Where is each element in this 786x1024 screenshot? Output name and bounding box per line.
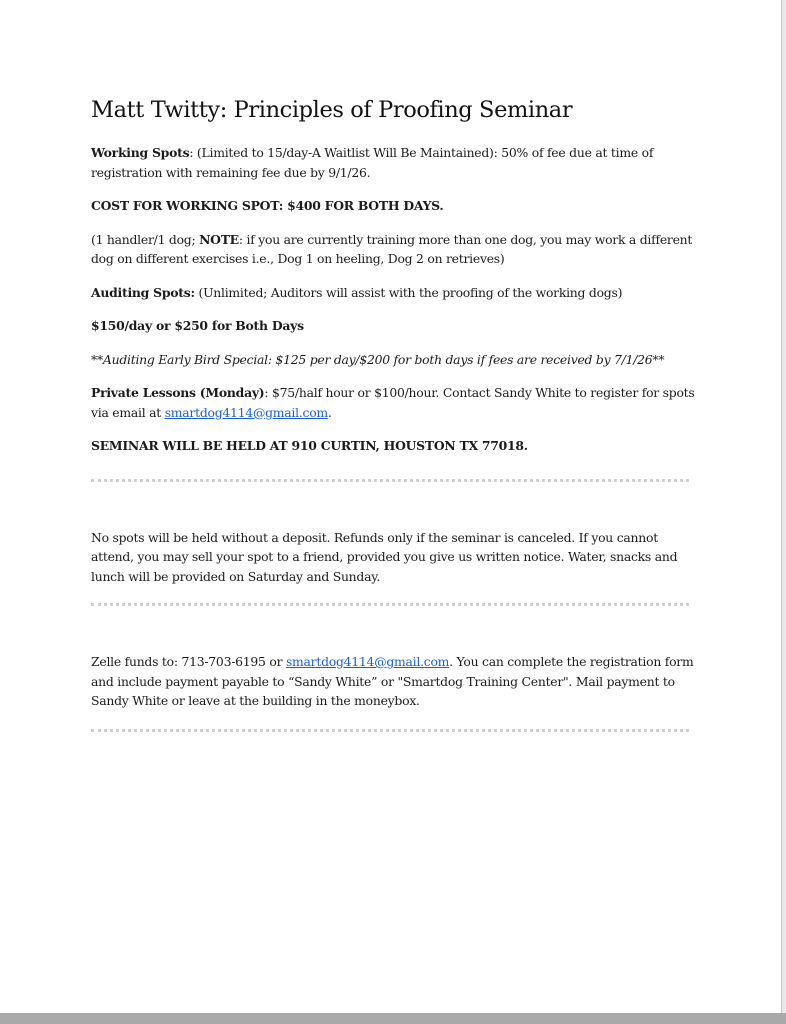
document-content <box>91 94 696 732</box>
email-link-payment[interactable]: smartdog4114@gmail.com <box>285 654 450 669</box>
dotted-divider <box>91 479 689 482</box>
working-spots-paragraph <box>91 143 696 182</box>
auditing-spots-text: (Unlimited; Auditors will assist with the proofing of the working dogs) <box>194 284 623 300</box>
auditing-spots-label: Auditing Spots: <box>91 284 195 300</box>
dotted-divider <box>91 729 689 732</box>
note-text: : if you are currently training more than one dog, you may work a different dog on different exercises i.e., Dog 1 on heeling, Dog 2 on retrieves) <box>91 231 693 266</box>
dotted-divider <box>91 603 689 606</box>
private-lessons-end: . <box>327 404 332 420</box>
payment-prefix: Zelle funds to: 713-703-6195 or <box>91 654 286 669</box>
location-text: SEMINAR WILL BE HELD AT 910 CURTIN, HOUSTON TX 77018. <box>91 438 528 453</box>
working-spot-cost-text: COST FOR WORKING SPOT: $400 FOR BOTH DAYS. <box>91 198 444 213</box>
working-spots-label: Working Spots <box>91 145 190 160</box>
policy-paragraph: No spots will be held without a deposit. Refunds only if the seminar is canceled. If you cannot attend, you may sell your spot to a friend, provided you give us written notice. Water, snacks and lunch will be provided on Saturday and Sunday. <box>91 529 678 584</box>
viewer-background <box>0 1013 786 1024</box>
note-prefix: (1 handler/1 dog; <box>91 231 200 247</box>
note-paragraph <box>91 230 696 269</box>
working-spots-text: : (Limited to 15/day-A Waitlist Will Be Maintained): 50% of fee due at time of registration with remaining fee due by 9/1/26. <box>91 145 654 180</box>
page-edge-shadow <box>782 0 786 1013</box>
private-lessons-text: : $75/half hour or $100/hour. Contact Sandy White to register for spots via email at <box>91 385 695 420</box>
auditing-spots-paragraph <box>91 283 696 303</box>
page-title: Matt Twitty: Principles of Proofing Seminar <box>91 97 573 123</box>
payment-paragraph <box>91 652 696 711</box>
early-bird-special: **Auditing Early Bird Special: $125 per day/$200 for both days if fees are received by 7/1/26** <box>91 351 665 367</box>
note-label: NOTE <box>199 231 239 247</box>
working-spot-cost <box>91 196 696 216</box>
email-link-private[interactable]: smartdog4114@gmail.com <box>164 404 328 420</box>
location-paragraph <box>91 436 696 456</box>
private-lessons-paragraph <box>91 383 696 422</box>
private-lessons-label: Private Lessons (Monday) <box>91 385 265 400</box>
auditing-price <box>91 316 696 336</box>
auditing-price-text: $150/day or $250 for Both Days <box>91 318 304 333</box>
payment-text: . You can complete the registration form and include payment payable to “Sandy White” or "Smartdog Training Center". Mail payment to Sandy White or leave at the building in the moneybox. <box>91 654 694 708</box>
